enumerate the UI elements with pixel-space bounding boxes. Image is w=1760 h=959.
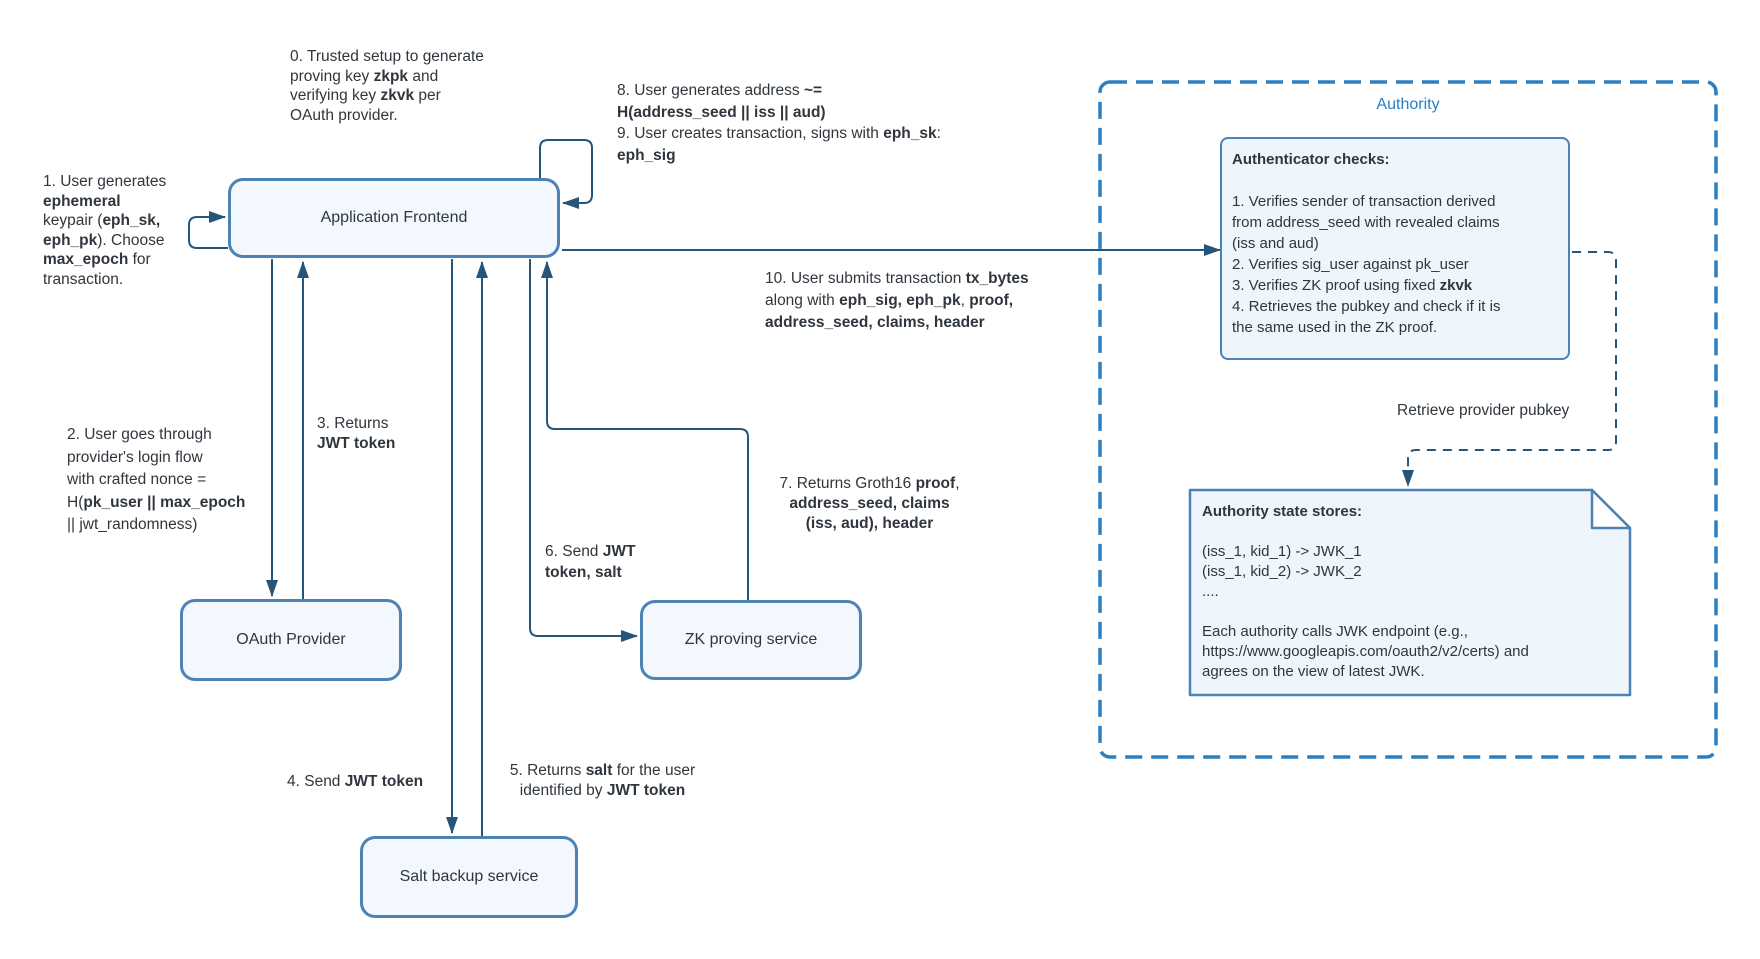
retrieve-provider-pubkey-label: Retrieve provider pubkey [1397, 402, 1570, 419]
annotation-step7: 7. Returns Groth16 proof, address_seed, claims (iss, aud), header [779, 475, 960, 532]
annotation-step10: 10. User submits transaction tx_bytes along with eph_sig, eph_pk, proof, address_seed, claims, header [765, 270, 1029, 331]
authority-region-label: Authority [1376, 96, 1440, 113]
node-application-frontend [228, 178, 560, 258]
annotation-step4: 4. Send JWT token [287, 773, 424, 790]
annotation-step5: 5. Returns salt for the user identified by JWT token [509, 762, 696, 799]
node-salt-backup-service [360, 836, 578, 918]
annotation-step8-9: 8. User generates address ~= H(address_seed || iss || aud) 9. User creates transaction, signs with eph_sk: eph_sig [617, 82, 941, 164]
authenticator-checks-panel: Authenticator checks: 1. Verifies sender of transaction derived from address_seed with revealed claims (iss and aud) 2. Verifies sig_user against pk_user 3. Verifies ZK proof using fixed zkvk 4. Retrieves the pubkey and check if it is the same used in the ZK proof. [1220, 137, 1570, 360]
annotation-step2: 2. User goes through provider's login flow with crafted nonce = H(pk_user || max_epoch || jwt_randomness) [67, 426, 246, 533]
authority-state-note-text: Authority state stores: (iss_1, kid_1) -> JWK_1 (iss_1, kid_2) -> JWK_2 .... Each authority calls JWK endpoint (e.g., https://www.googleapis.com/oauth2/v2/certs) and agrees on the view of latest JWK. [1202, 503, 1529, 680]
edge-step1-self-loop [189, 217, 228, 248]
node-oauth-provider [180, 599, 402, 681]
annotation-step0: 0. Trusted setup to generate proving key zkpk and verifying key zkvk per OAuth provider. [290, 48, 484, 124]
node-label: Salt backup service [399, 868, 539, 885]
node-label: ZK proving service [684, 631, 818, 648]
node-label: Application Frontend [320, 209, 468, 226]
node-zk-proving-service [640, 600, 862, 680]
annotation-step3: 3. Returns JWT token [317, 415, 396, 452]
annotation-step6: 6. Send JWT token, salt [545, 543, 636, 581]
node-label: OAuth Provider [236, 631, 346, 648]
annotation-step1: 1. User generates ephemeral keypair (eph_sk, eph_pk). Choose max_epoch for transaction. [43, 173, 167, 288]
